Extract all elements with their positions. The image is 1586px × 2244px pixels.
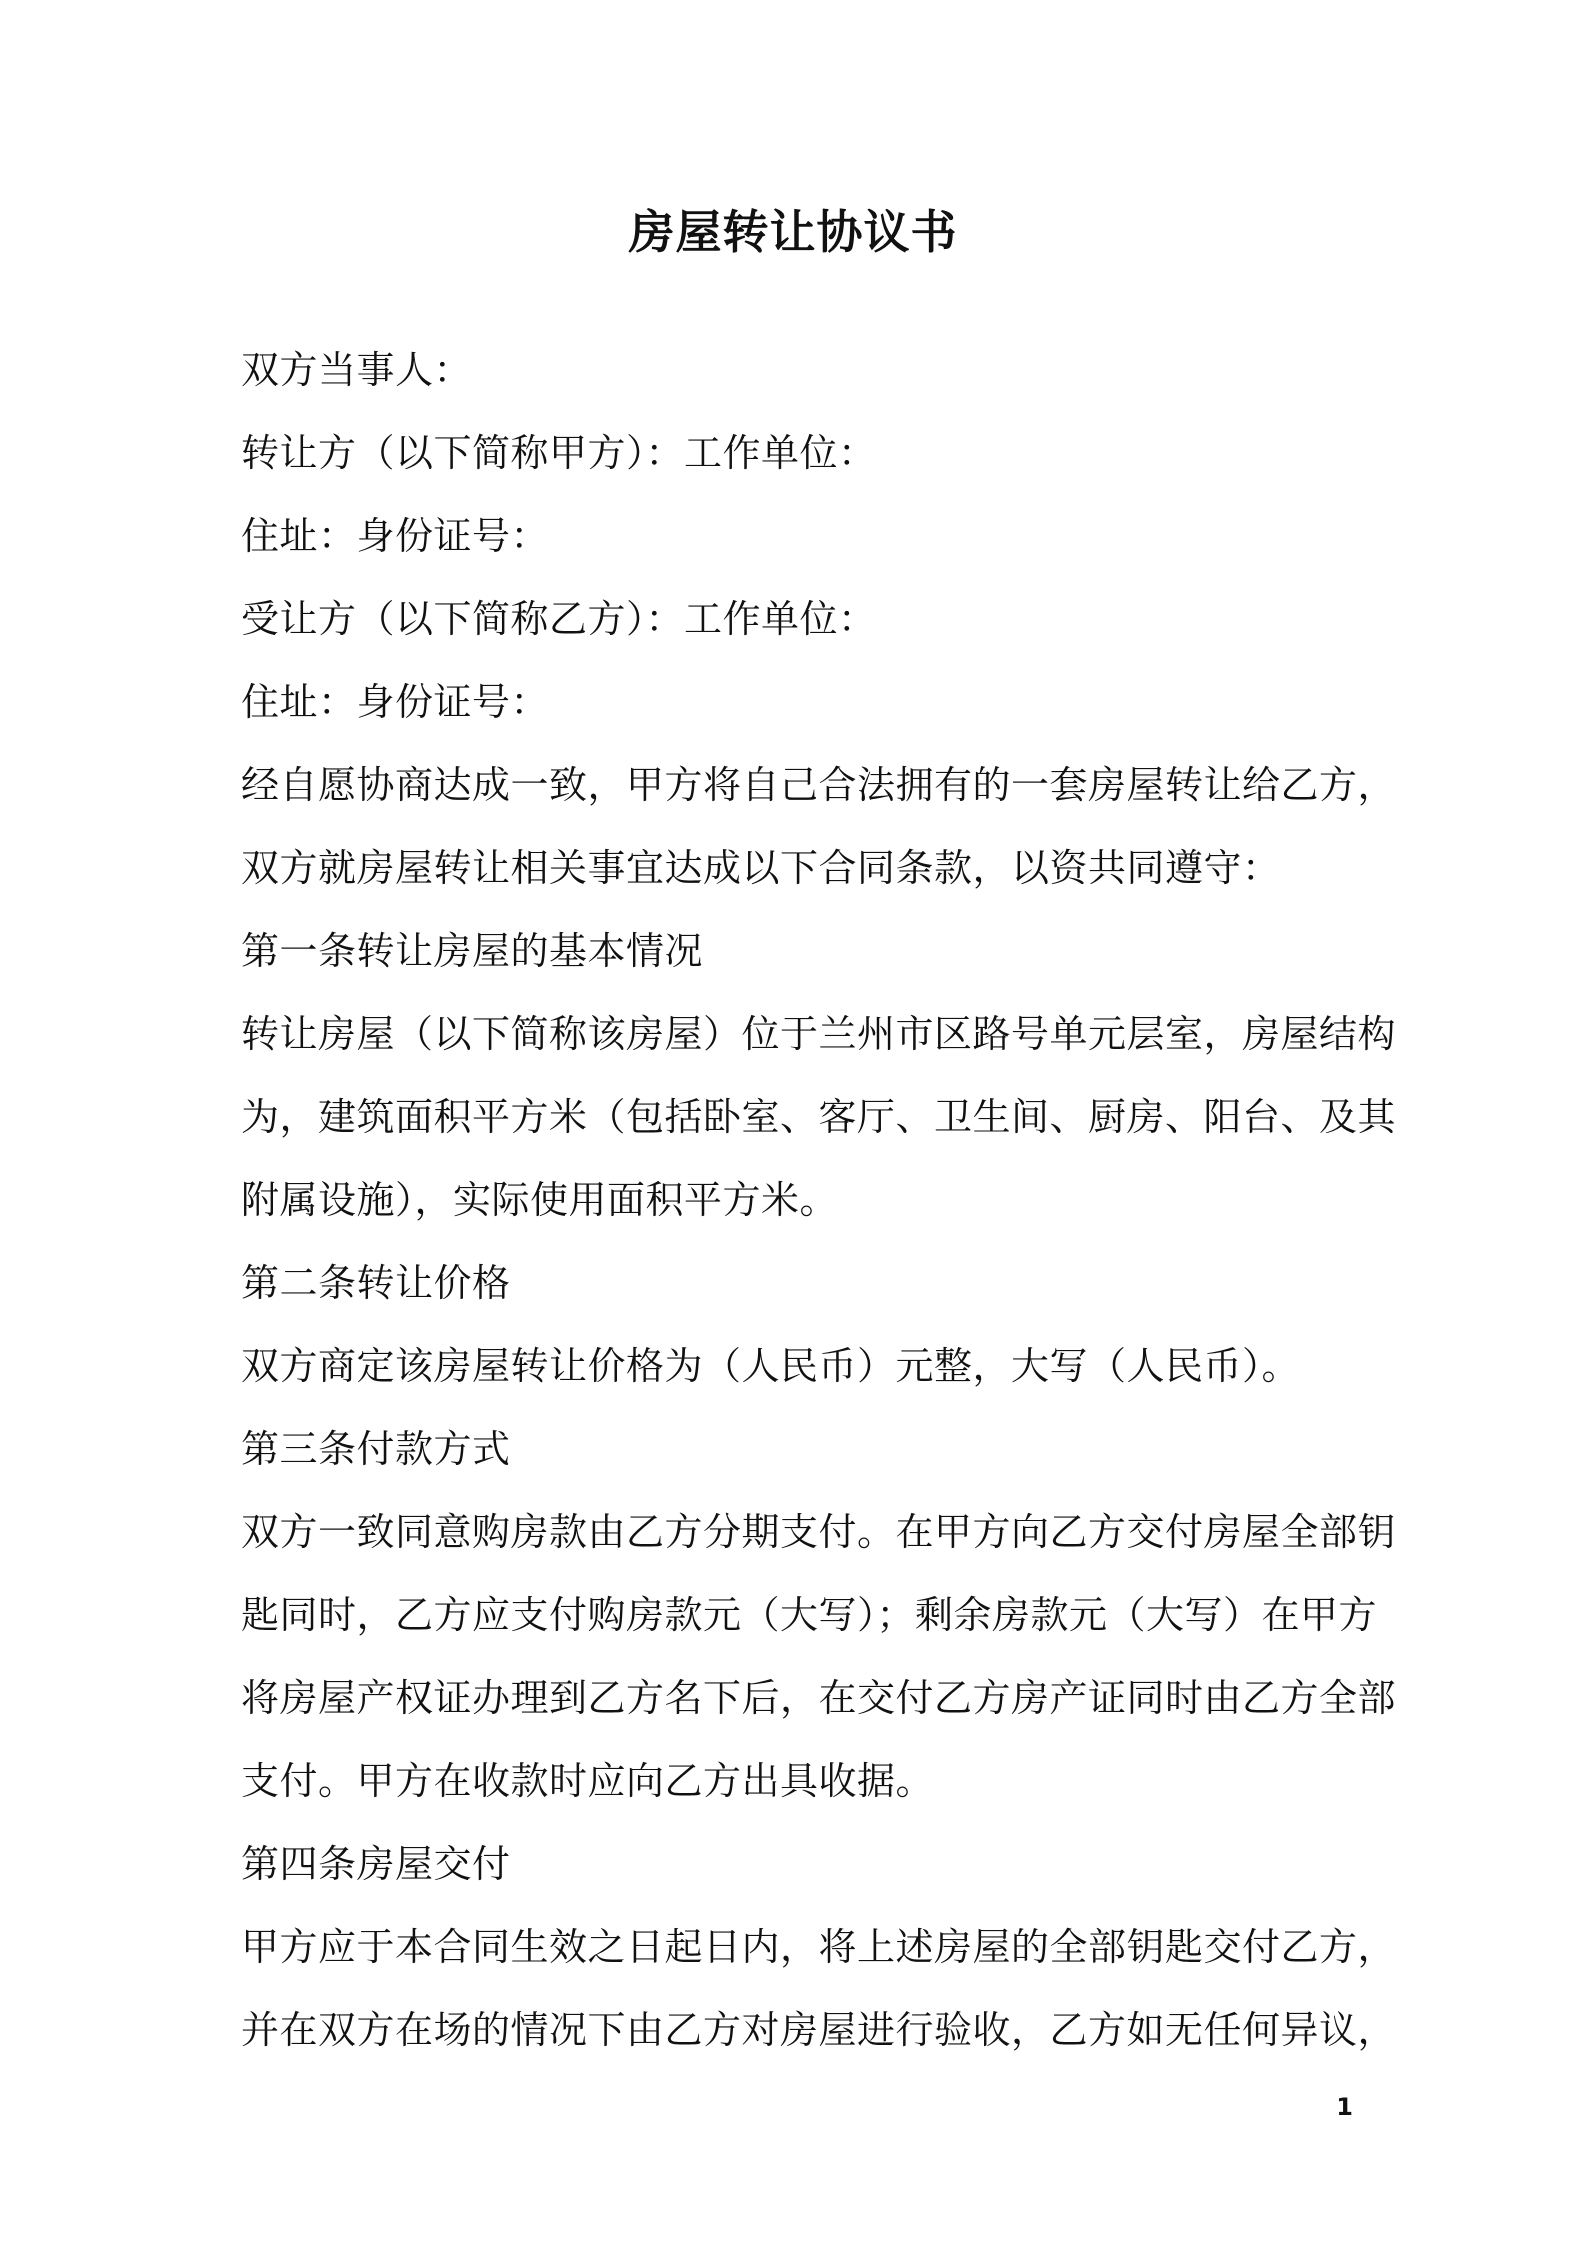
text-line: 住址：身份证号： [241,514,550,558]
section-heading: 第二条转让价格 [241,1261,511,1305]
text-line: 为，建筑面积平方米（包括卧室、客厅、卫生间、厨房、阳台、及其 [241,1095,1397,1139]
text-line: 住址：身份证号： [241,680,550,724]
text-line: 双方当事人： [241,348,473,392]
text-line: 双方商定该房屋转让价格为（人民币）元整，大写（人民币）。 [241,1344,1301,1388]
section-heading: 第四条房屋交付 [241,1842,511,1886]
text-line: 转让房屋（以下简称该房屋）位于兰州市区路号单元层室，房屋结构 [241,1012,1397,1056]
text-line: 双方就房屋转让相关事宜达成以下合同条款，以资共同遵守： [241,846,1281,890]
text-line: 转让方（以下简称甲方）：工作单位： [241,431,877,475]
text-line: 将房屋产权证办理到乙方名下后，在交付乙方房产证同时由乙方全部 [241,1676,1397,1720]
text-line: 并在双方在场的情况下由乙方对房屋进行验收，乙方如无任何异议， [241,2008,1397,2052]
text-line: 支付。甲方在收款时应向乙方出具收据。 [241,1759,935,1803]
text-line: 匙同时，乙方应支付购房款元（大写）；剩余房款元（大写）在甲方 [241,1593,1378,1637]
text-line: 受让方（以下简称乙方）：工作单位： [241,597,877,641]
text-line: 甲方应于本合同生效之日起日内，将上述房屋的全部钥匙交付乙方， [241,1925,1397,1969]
text-line: 双方一致同意购房款由乙方分期支付。在甲方向乙方交付房屋全部钥 [241,1510,1397,1554]
document-body [241,329,1397,2072]
section-heading: 第三条付款方式 [241,1427,511,1471]
text-line: 附属设施），实际使用面积平方米。 [241,1178,839,1222]
section-heading: 第一条转让房屋的基本情况 [241,929,704,973]
document-title: 房屋转让协议书 [628,205,958,259]
text-line: 经自愿协商达成一致，甲方将自己合法拥有的一套房屋转让给乙方， [241,763,1397,807]
page-number: 1 [1336,2093,1353,2121]
